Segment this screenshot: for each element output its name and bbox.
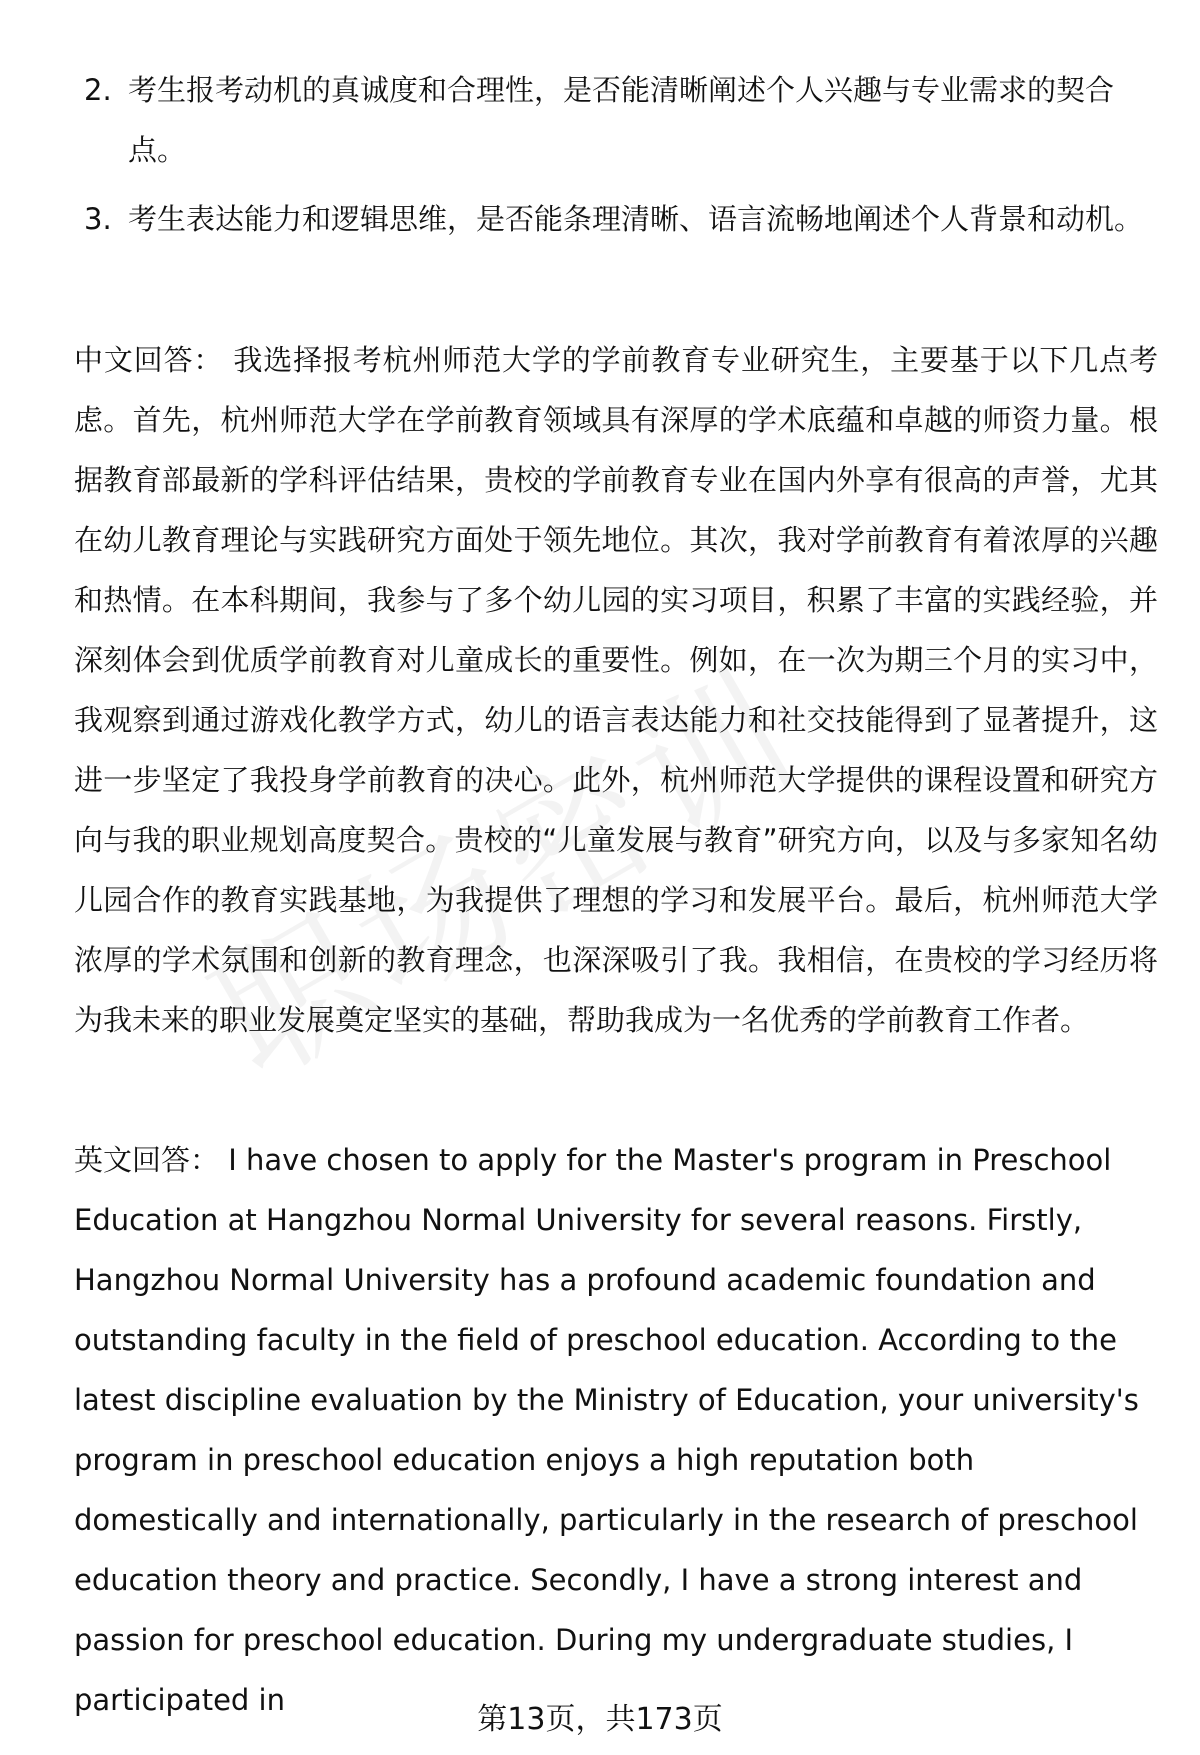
criteria-list	[74, 60, 1154, 258]
page-number-footer: 第13页，共173页	[477, 1702, 723, 1737]
chinese-answer-text: 我选择报考杭州师范大学的学前教育专业研究生，主要基于以下几点考虑。首先，杭州师范大学在学前教育领域具有深厚的学术底蕴和卓越的师资力量。根据教育部最新的学科评估结果，贵校的学前教育专业在国内外享有很高的声誉，尤其在幼儿教育理论与实践研究方面处于领先地位。其次，我对学前教育有着浓厚的兴趣和热情。在本科期间，我参与了多个幼儿园的实习项目，积累了丰富的实践经验，并深刻体会到优质学前教育对儿童成长的重要性。例如，在一次为期三个月的实习中，我观察到通过游戏化教学方式，幼儿的语言表达能力和社交技能得到了显著提升，这进一步坚定了我投身学前教育的决心。此外，杭州师范大学提供的课程设置和研究方向与我的职业规划高度契合。贵校的“儿童发展与教育”研究方向，以及与多家知名幼儿园合作的教育实践基地，为我提供了理想的学习和发展平台。最后，杭州师范大学浓厚的学术氛围和创新的教育理念，也深深吸引了我。我相信，在贵校的学习经历将为我未来的职业发展奠定坚实的基础，帮助我成为一名优秀的学前教育工作者。	[74, 343, 1158, 1037]
english-answer-label: 英文回答：	[74, 1143, 220, 1177]
list-item-number: 3.	[84, 202, 112, 236]
english-answer-text: I have chosen to apply for the Master's program in Preschool Education at Hangzhou Normal University for several reasons. Firstly, Hangzhou Normal University has a profound academic foundation and outstanding faculty in the field of preschool education. According to the latest discipline evaluation by the Ministry of Education, your university's program in preschool education enjoys a high reputation both domestically and internationally, particularly in the research of preschool education theory and practice. Secondly, I have a strong interest and passion for preschool education. During my undergraduate studies, I participated in	[74, 1143, 1139, 1717]
chinese-answer-paragraph	[74, 330, 1158, 1050]
list-item-text: 考生报考动机的真诚度和合理性，是否能清晰阐述个人兴趣与专业需求的契合点。	[128, 73, 1115, 167]
english-answer-paragraph	[74, 1130, 1158, 1730]
list-item	[74, 60, 1154, 180]
list-item	[74, 189, 1154, 249]
chinese-answer-label: 中文回答：	[74, 343, 224, 377]
list-item-text: 考生表达能力和逻辑思维，是否能条理清晰、语言流畅地阐述个人背景和动机。	[128, 202, 1144, 236]
list-item-number: 2.	[84, 73, 112, 107]
